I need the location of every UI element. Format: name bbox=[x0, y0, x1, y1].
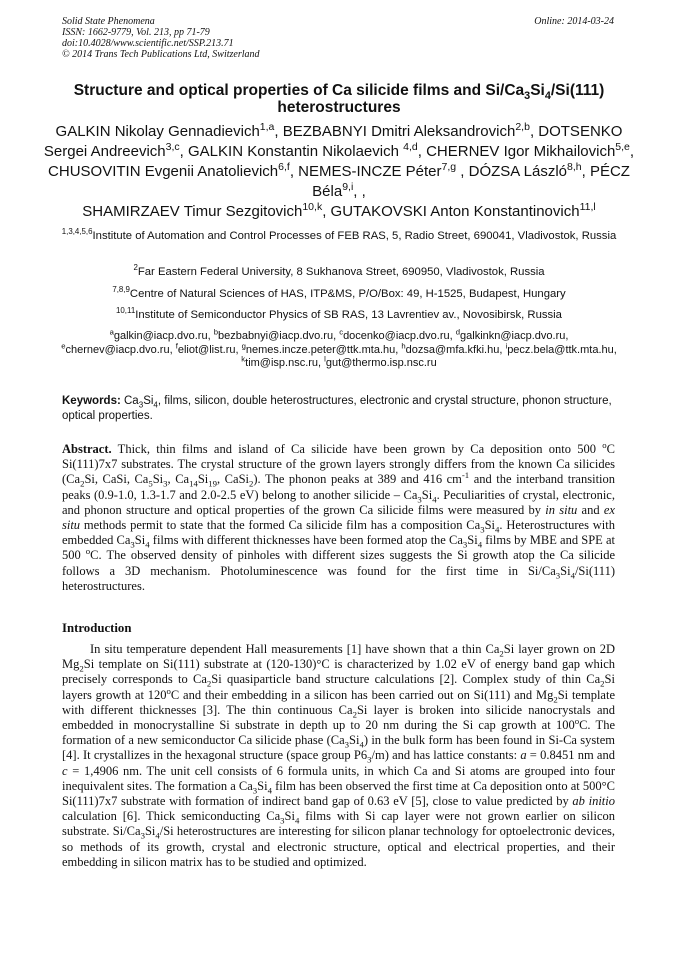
affiliation-3: $^{7,8,9}$Centre of Natural Sciences of HAS, ITP&MS, P/O/Box: 49, H-1525, Budapest, Hungary bbox=[112, 285, 566, 300]
doi-line: doi:10.4028/www.scientific.net/SSP.213.71 bbox=[62, 38, 234, 49]
journal-header bbox=[62, 16, 260, 60]
introduction-body: In situ temperature dependent Hall measurements [1] have shown that a thin $Ca_2Si$ layer grown on 2D $Mg_2Si$ template on Si(111) substrate at (120-130)°C is characterized by 1.02 eV of energy band gap which precisely corresponds to $Ca_2Si$ quasiparticle band structure calculations [2]. Complex study of thin $Ca_2Si$ layers growth at 120$^o$C and their embedding in a silicon has been carried out on Si(111) and $Mg_2Si$ template with different thicknesses [3]. The thin continuous $Ca_2Si$ layer is broken into silicide nanocrystals and embedded in monocrystalline Si substrate in depth up to 20 nm during the Si cap growth at 100$^o$C. The formation of a new semiconductor Ca silicide phase $(Ca_3Si_4)$ in the bulk form has been found in Si-Ca system [4]. It crystallizes in the hexagonal structure (space group $P6_3/m$) and has lattice constants: a = 0.8451 nm and c = 1,4906 nm. The unit cell consists of 6 formula units, in which Ca and Si atoms are grouped into four inequivalent sites. The formation a $Ca_3Si_4$ film has been observed the first time at Ca deposition onto at 500°C Si(111)7x7 substrate with formation of indirect band gap of 0.63 eV [5], close to value predicted by ab initio calculation [6]. Thick semiconducting $Ca_3Si_4$ films with Si cap layer were not grown earlier on silicon substrate. $Si/Ca_3Si_4/Si$ heterostructures are interesting for silicon planar technology for optoelectronic devices, so methods of its growth, crystal and electronic structure, optical and electrical properties, and their embedding in silicon matrix has to be studied and optimized. bbox=[62, 642, 616, 869]
introduction-heading: Introduction bbox=[62, 621, 132, 635]
copyright-line: © 2014 Trans Tech Publications Ltd, Switzerland bbox=[62, 49, 260, 60]
abstract-section: Abstract. Thick, thin films and island of Ca silicide have been grown by Ca deposition onto 500 $^o$C Si(111)7x7 substrates. The crystal structure of the grown layers strongly differs from the known Ca silicides ($Ca_2Si$, CaSi, $Ca_5Si_3$, $Ca_{14}Si_{19}$, CaSi$_2$). The phonon peaks at 389 and 416 $cm^{-1}$ and the interband transition peaks (0.9-1.0, 1.3-1.7 and 2.0-2.5 eV) belong to another silicide – $Ca_3Si_4$. Peculiarities of crystal, electronic, and phonon structure and optical properties of the grown Ca silicide films were measured by in situ and ex situ methods permit to state that the formed Ca silicide film has a composition $Ca_3Si_4$. Heterostructures with embedded $Ca_3Si_4$ films with different thicknesses have been formed atop the $Ca_3Si_4$ films by MBE and SPE at 500 $^o$C. The observed density of pinholes with different sizes suggests the Si growth atop the Ca silicide follows a 3D mechanism. Photoluminescence was found for the first time in $Si/Ca_3Si_4/Si(111)$ heterostructures. bbox=[62, 439, 616, 593]
journal-name: Solid State Phenomena bbox=[62, 16, 155, 27]
author-list: GALKIN Nikolay Gennadievich$^{1,a}$, BEZBABNYI Dmitri Aleksandrovich$^{2,b}$, DOTSENKO Sergei Andreevich$^{3,c}$, GALKIN Konstantin Nikolaevich $^{4,d}$, CHERNEV Igor Mikhailovich$^{5,e}$, CHUSOVITIN Evgenii Anatolievich$^{6,f}$, NEMES-INCZE Péter$^{7,g}$ , DÓZSA László$^{8,h}$, PÉCZ Béla$^{9,i}$, , SHAMIRZAEV Timur Sezgitovich$^{10,k}$, GUTAKOVSKI Anton Konstantinovich$^{11,l}$ bbox=[43, 121, 635, 220]
email-list: $^a$galkin@iacp.dvo.ru, $^b$bezbabnyi@iacp.dvo.ru, $^c$docenko@iacp.dvo.ru, $^d$galkinkn@iacp.dvo.ru, $^e$chernev@iacp.dvo.ru, $^f$eliot@list.ru, $^g$nemes.incze.peter@ttk.mta.hu, $^h$dozsa@mfa.kfki.hu, $^i$pecz.bela@ttk.mta.hu, $^k$tim@isp.nsc.ru, $^l$gut@thermo.isp.nsc.ru bbox=[61, 327, 617, 369]
affiliation-4: $^{10,11}$Institute of Semiconductor Physics of SB RAS, 13 Lavrentiev av., Novosibirsk, Russia bbox=[116, 306, 562, 321]
online-date: Online: 2014-03-24 bbox=[534, 16, 614, 27]
issn-line: ISSN: 1662-9779, Vol. 213, pp 71-79 bbox=[62, 27, 210, 38]
abstract-label: Abstract. bbox=[62, 442, 112, 456]
keywords-label: Keywords: bbox=[62, 395, 121, 407]
affiliation-2: $^2$Far Eastern Federal University, 8 Sukhanova Street, 690950, Vladivostok, Russia bbox=[133, 263, 545, 278]
keywords-section: Keywords: $Ca_3Si_4$, films, silicon, double heterostructures, electronic and crystal structure, phonon structure, optical properties. bbox=[62, 395, 612, 422]
paper-title: Structure and optical properties of Ca silicide films and $Si/Ca_3Si_4/Si(111)$ heterostructures bbox=[73, 82, 605, 116]
affiliation-1: $^{1,3,4,5,6}$Institute of Automation and Control Processes of FEB RAS, 5, Radio Street, 690041, Vladivostok, Russia bbox=[61, 227, 617, 242]
